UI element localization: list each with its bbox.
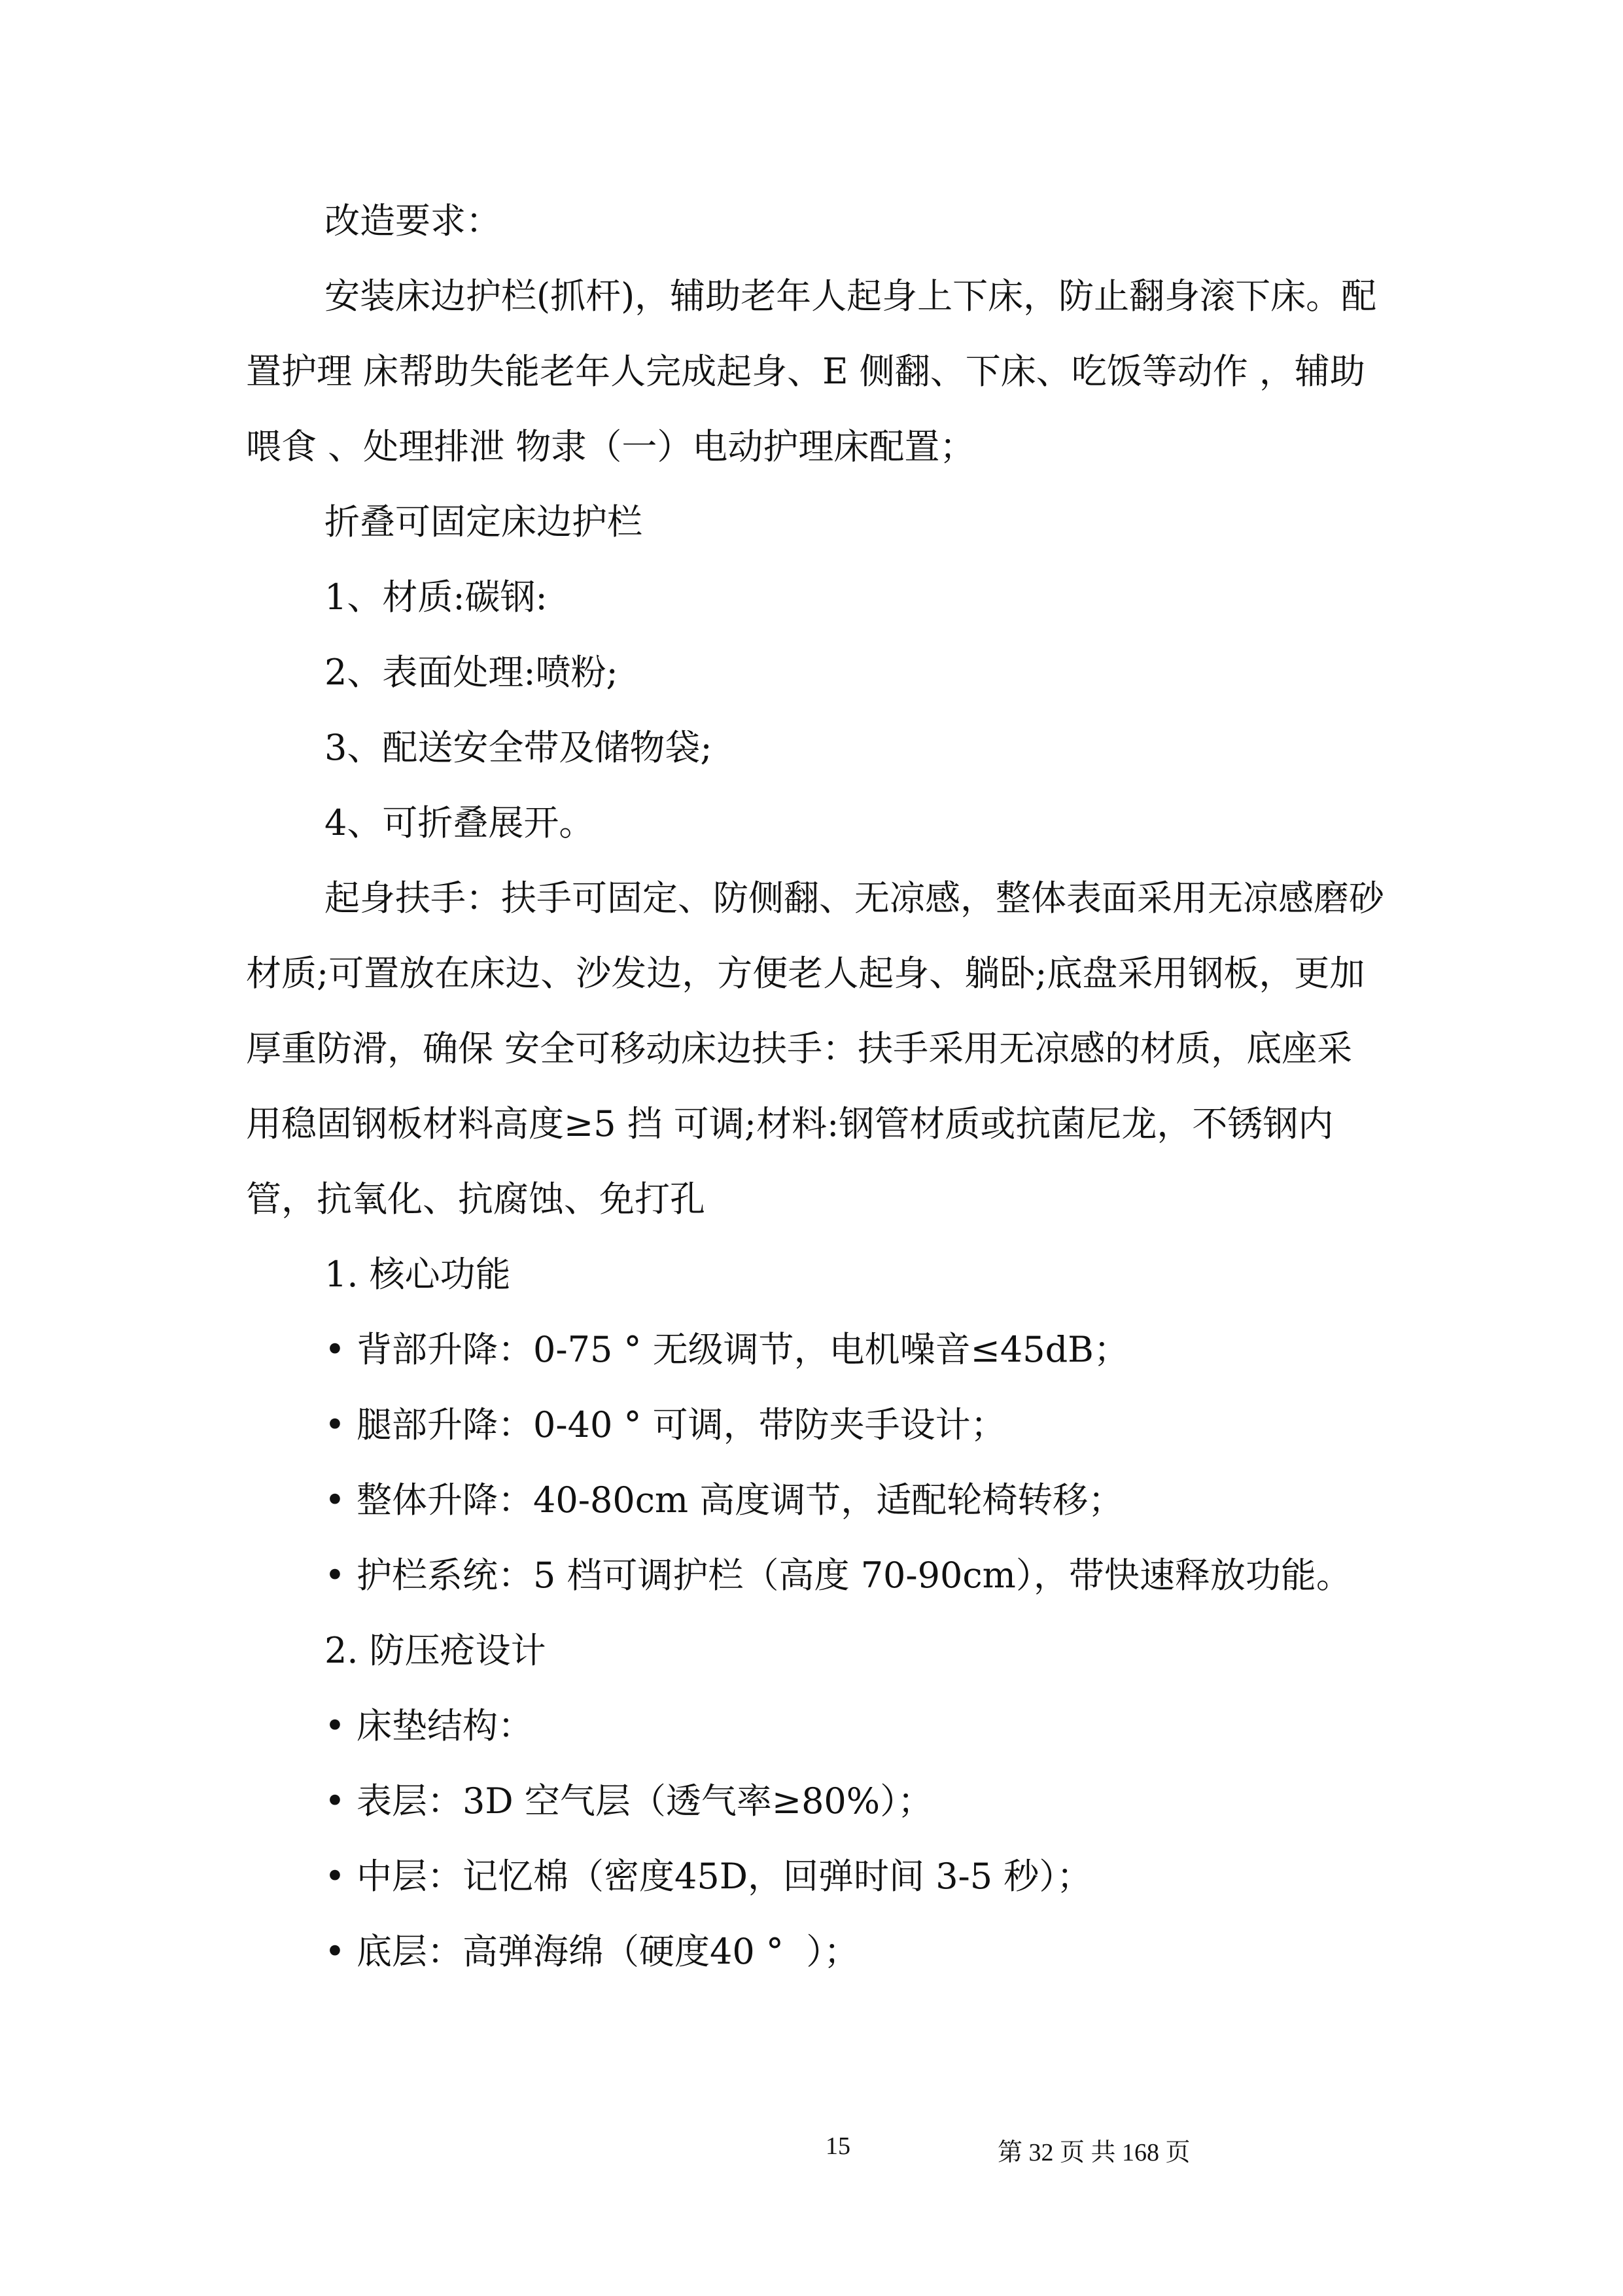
paragraph-pressure-design-heading: 2. 防压疮设计	[324, 1630, 546, 1671]
paragraph-material: 1、材质:碳钢:	[324, 576, 548, 618]
bullet-bottom-layer: • 底层：高弹海绵（硬度40 ° ）；	[324, 1931, 860, 1972]
bullet-rail-system: • 护栏系统：5 档可调护栏（高度 70-90cm），带快速释放功能。	[324, 1555, 1352, 1596]
paragraph-requirements-heading: 改造要求：	[324, 200, 501, 241]
bullet-back-lift: • 背部升降：0-75 ° 无级调节，电机噪音≤45dB；	[324, 1329, 1129, 1370]
bullet-leg-lift: • 腿部升降：0-40 ° 可调，带防夹手设计；	[324, 1404, 1006, 1445]
paragraph-core-functions-heading: 1. 核心功能	[324, 1254, 511, 1295]
paragraph-standing-handrail: 起身扶手：扶手可固定、防侧翻、无凉感，整体表面采用无凉感磨砂材质;可置放在床边、沙发边，方便老人起身、躺卧;底盘采用钢板，更加厚重防滑，确保 安全可移动床边扶手：扶手采用无凉感的材质，底座采用稳固钢板材料高度≥5 挡 可调;材料:钢管材质或抗菌尼龙，不锈钢内管，抗氧化、抗腐蚀、免打孔	[246, 877, 1384, 1220]
paragraph-folding-rail-title: 折叠可固定床边护栏	[324, 501, 642, 542]
paragraph-surface-treatment: 2、表面处理:喷粉;	[324, 652, 618, 693]
footer-page-total: 第 32 页 共 168 页	[998, 2139, 1191, 2166]
paragraph-safety-belt: 3、配送安全带及储物袋;	[324, 727, 712, 768]
bullet-overall-lift: • 整体升降：40-80cm 高度调节，适配轮椅转移；	[324, 1479, 1124, 1521]
bullet-mattress-structure: • 床垫结构：	[324, 1705, 534, 1746]
footer-page-number: 15	[826, 2132, 850, 2160]
bullet-top-layer: • 表层：3D 空气层（透气率≥80%）；	[324, 1780, 934, 1822]
bullet-middle-layer: • 中层：记忆棉（密度45D，回弹时间 3-5 秒）；	[324, 1856, 1092, 1897]
document-body	[246, 183, 1384, 1989]
paragraph-bed-rail-install: 安装床边护栏(抓杆)，辅助老年人起身上下床，防止翻身滚下床。配置护理 床帮助失能老年人完成起身、E 侧翻、下床、吃饭等动作 ，辅助喂食 、处理排泄 物隶（一）电动护理床配置；	[246, 275, 1377, 467]
paragraph-foldable: 4、可折叠展开。	[324, 802, 595, 843]
